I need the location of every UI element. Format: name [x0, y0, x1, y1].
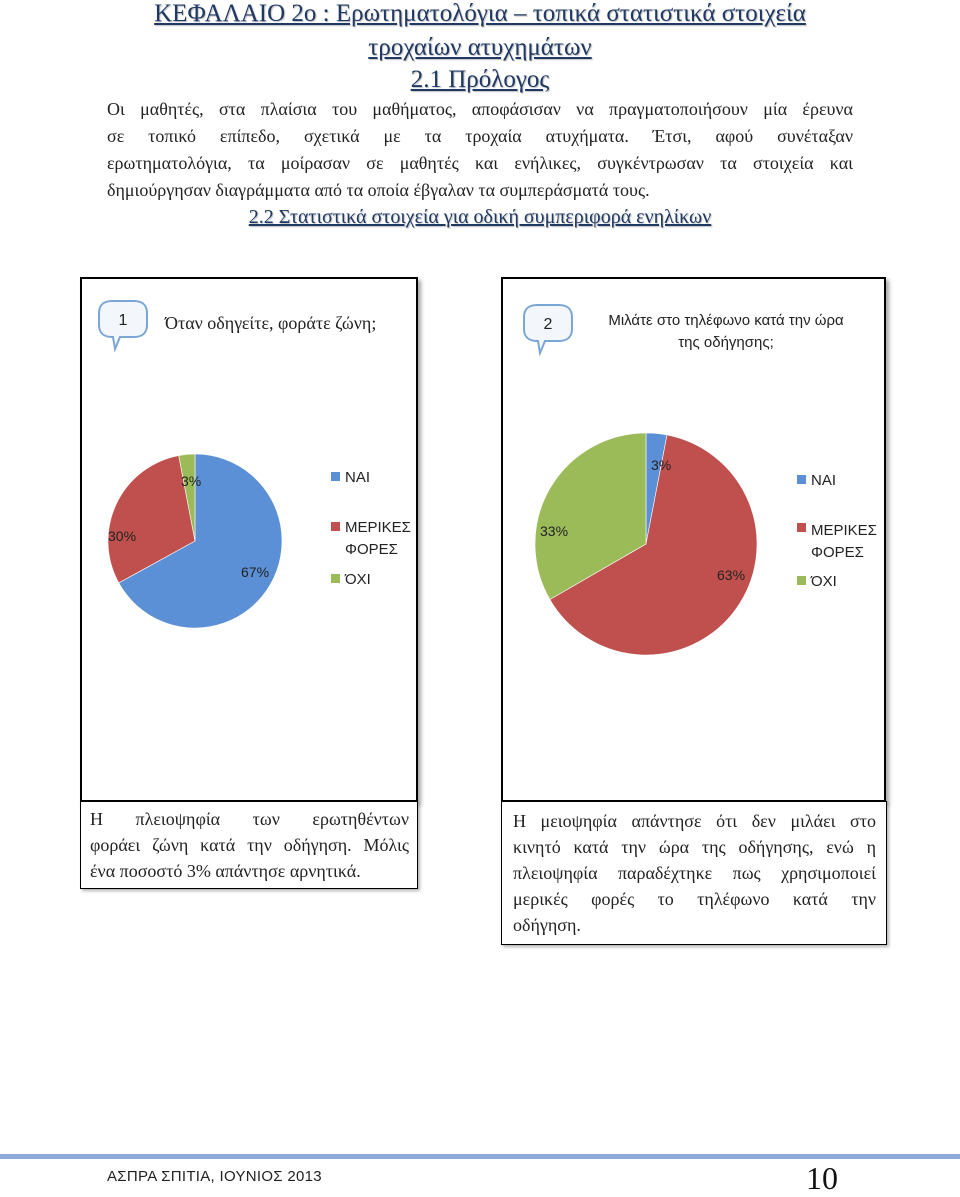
slice-label: 33%: [540, 523, 569, 539]
legend-label: ΝΑΙ: [345, 469, 371, 486]
chart-title-line2: της οδήγησης;: [678, 334, 774, 351]
legend: [797, 472, 877, 590]
chart-phone: [501, 277, 886, 802]
pie-slices: [535, 433, 757, 655]
slice-label: 67%: [241, 564, 270, 580]
caption-seatbelt: [80, 801, 418, 889]
caption-line: Η μειοψηφία απάντησε ότι δεν μιλάει στο: [513, 811, 876, 831]
caption-line: κινητό κατά την ώρα της οδήγησης, ενώ η: [513, 837, 876, 857]
legend-label-part: ΦΟΡΕΣ: [811, 544, 864, 561]
legend-label: ΝΑΙ: [811, 472, 837, 489]
legend-swatch-sometimes: [331, 522, 340, 531]
slice-label: 3%: [181, 473, 202, 489]
caption-line: οδήγηση.: [513, 915, 581, 935]
slice-label: 63%: [717, 567, 746, 583]
chart-badge: 2: [543, 316, 553, 333]
intro-line: δημιούργησαν διαγράμματα από τα οποία έβγαλαν τα συμπεράσματά τους.: [107, 180, 650, 200]
caption-line: Η πλειοψηφία των ερωτηθέντων: [90, 809, 409, 829]
chart-title: Όταν οδηγείτε, φοράτε ζώνη;: [165, 313, 377, 333]
chapter-title-line1: ΚΕΦΑΛΑΙΟ 2ο : Ερωτηματολόγια – τοπικά στατιστικά στοιχεία: [154, 0, 806, 27]
caption-line: μερικές φορές το τηλέφωνο κατά την: [513, 889, 876, 909]
chart-seatbelt: [80, 277, 418, 802]
legend-swatch-no: [331, 574, 340, 583]
caption-phone: [501, 801, 887, 945]
chart-badge: 1: [118, 312, 128, 329]
legend-swatch-yes: [797, 475, 806, 484]
legend-label-part: ΦΟΡΕΣ: [345, 541, 398, 558]
legend-swatch-yes: [331, 472, 340, 481]
caption-line: φοράει ζώνη κατά την οδήγηση. Μόλις: [90, 835, 409, 855]
footer-rule: [0, 1154, 960, 1159]
legend-label: ΌΧΙ: [811, 573, 837, 590]
legend-label-part: ΜΕΡΙΚΕΣ: [811, 522, 877, 539]
chart-title-line1: Μιλάτε στο τηλέφωνο κατά την ώρα: [608, 312, 844, 329]
intro-line: Οι μαθητές, στα πλαίσια του μαθήματος, αποφάσισαν να πραγματοποιήσουν μία έρευνα: [107, 99, 853, 119]
section-title-statistics: 2.2 Στατιστικά στοιχεία για οδική συμπεριφορά ενηλίκων: [248, 206, 712, 228]
legend-swatch-no: [797, 576, 806, 585]
slice-label: 3%: [651, 457, 672, 473]
footer-text: ΑΣΠΡΑ ΣΠΙΤΙΑ, ΙΟΥΝΙΟΣ 2013: [107, 1168, 322, 1185]
chart-phone-svg: [503, 279, 888, 804]
section-title-prologue: 2.1 Πρόλογος: [410, 66, 550, 93]
intro-line: σε τοπικό επίπεδο, σχετικά με τα τροχαία ατυχήματα. Έτσι, αφού συνέταξαν: [107, 126, 853, 146]
legend-label-part: ΜΕΡΙΚΕΣ: [345, 519, 411, 536]
intro-line: ερωτηματολόγια, τα μοίρασαν σε μαθητές και ενήλικες, συγκέντρωσαν τα στοιχεία και: [107, 153, 853, 173]
chart-seatbelt-svg: [82, 279, 420, 804]
caption-line: πλειοψηφία παραδέχτηκε πως χρησιμοποιεί: [513, 863, 876, 883]
slice-label: 30%: [108, 528, 137, 544]
legend-label: ΌΧΙ: [345, 571, 371, 588]
page-number: 10: [806, 1160, 838, 1196]
chapter-title-line2: τροχαίων ατυχημάτων: [368, 34, 592, 61]
legend: [331, 469, 411, 588]
legend-swatch-sometimes: [797, 523, 806, 532]
caption-line: ένα ποσοστό 3% απάντησε αρνητικά.: [90, 861, 361, 881]
